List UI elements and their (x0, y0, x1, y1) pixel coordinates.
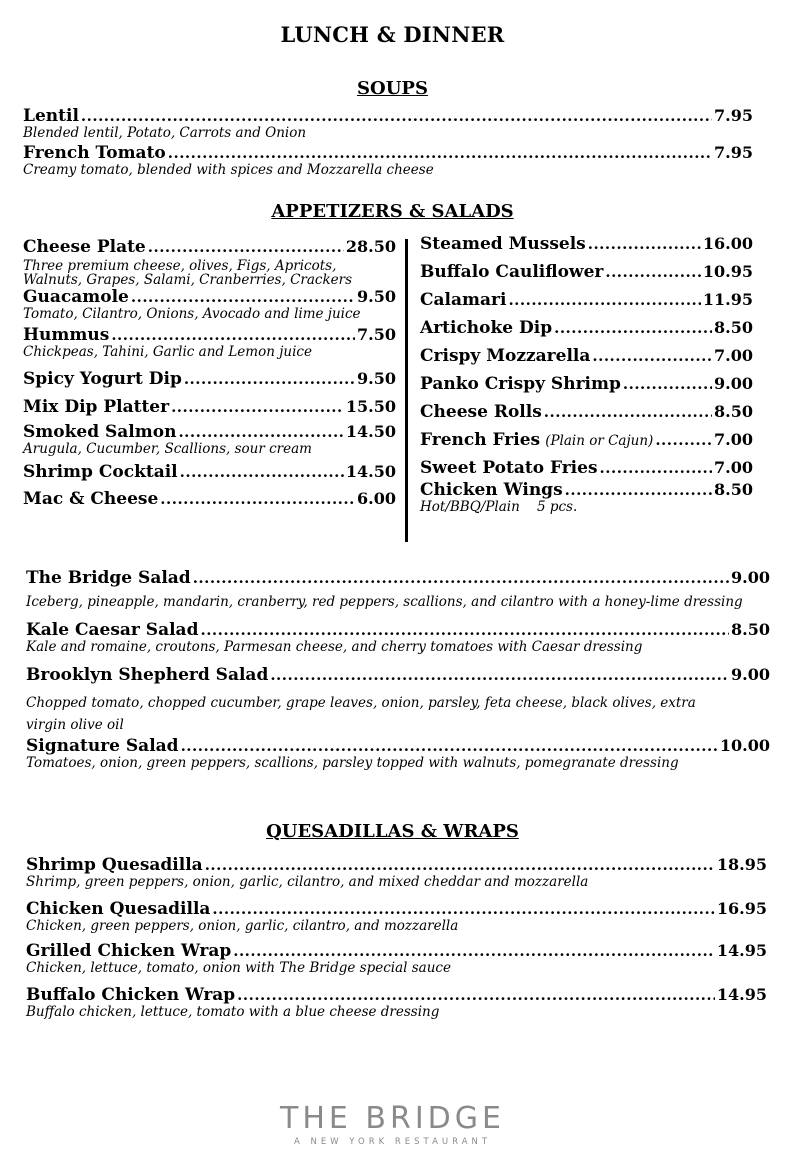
leader-dots (111, 326, 355, 344)
item-description: Creamy tomato, blended with spices and Mozzarella cheese (23, 162, 434, 178)
menu-item (23, 237, 396, 287)
leader-dots (605, 263, 701, 281)
item-description: Hot/BBQ/Plain 5 pcs. (420, 499, 578, 515)
item-name: Hummus (23, 325, 110, 345)
menu-item (23, 462, 396, 482)
leader-dots (655, 431, 712, 449)
item-price: 28.50 (345, 237, 396, 256)
item-price: 7.00 (714, 458, 753, 477)
item-description: Blended lentil, Potato, Carrots and Onion (23, 125, 307, 141)
leader-dots (193, 569, 729, 587)
leader-dots (588, 235, 701, 253)
quesadillas-list (26, 855, 767, 1020)
section-title-quesadillas: QUESADILLAS & WRAPS (266, 821, 519, 842)
leader-dots (237, 986, 715, 1004)
menu-item (23, 397, 396, 417)
item-price: 14.95 (716, 941, 767, 960)
item-name: Lentil (23, 106, 79, 126)
logo-wordmark: THE BRIDGE (280, 1101, 505, 1136)
item-name: Artichoke Dip (420, 318, 553, 338)
item-price: 8.50 (714, 318, 753, 337)
leader-dots (131, 288, 355, 306)
item-price: 7.00 (714, 346, 753, 365)
item-name: Sweet Potato Fries (420, 458, 598, 478)
item-price: 8.50 (714, 480, 753, 499)
item-price: 15.50 (345, 397, 396, 416)
item-price: 7.00 (714, 430, 753, 449)
item-price: 14.50 (345, 422, 396, 441)
leader-dots (180, 463, 344, 481)
menu-item (26, 985, 767, 1020)
item-name: Kale Caesar Salad (26, 620, 199, 640)
leader-dots (544, 403, 712, 421)
menu-item (420, 234, 753, 254)
menu-item (26, 620, 770, 655)
leader-dots (270, 666, 729, 684)
item-price: 7.95 (714, 106, 753, 125)
item-description: Chicken, lettuce, tomato, onion with The Bridge special sauce (26, 960, 451, 976)
item-description: Buffalo chicken, lettuce, tomato with a blue cheese dressing (26, 1004, 440, 1020)
item-price: 9.50 (357, 287, 396, 306)
menu-item (420, 480, 753, 515)
leader-dots (200, 621, 729, 639)
menu-item (420, 262, 753, 282)
appetizers-left-column (23, 237, 396, 509)
leader-dots (168, 144, 712, 162)
menu-item (420, 290, 753, 310)
leader-dots (508, 291, 700, 309)
soups-list (23, 106, 753, 178)
item-price: 16.95 (716, 899, 767, 918)
menu-item (23, 106, 753, 141)
item-name: Crispy Mozzarella (420, 346, 591, 366)
leader-dots (554, 319, 712, 337)
menu-item (23, 422, 396, 457)
page-title: LUNCH & DINNER (280, 22, 505, 47)
leader-dots (623, 375, 712, 393)
leader-dots (181, 737, 718, 755)
menu-item (420, 374, 753, 394)
item-name: The Bridge Salad (26, 568, 191, 588)
item-description: Shrimp, green peppers, onion, garlic, cilantro, and mixed cheddar and mozzarella (26, 874, 589, 890)
item-name: Buffalo Chicken Wrap (26, 985, 236, 1005)
item-name: French Tomato (23, 143, 166, 163)
item-price: 9.00 (714, 374, 753, 393)
menu-item (420, 402, 753, 422)
item-description: Chopped tomato, chopped cucumber, grape leaves, onion, parsley, feta cheese, black olives, extra virgin olive oil (26, 695, 696, 733)
item-note: (Plain or Cajun) (545, 433, 654, 449)
leader-dots (233, 942, 715, 960)
item-name: Grilled Chicken Wrap (26, 941, 232, 961)
restaurant-logo (0, 1103, 785, 1147)
item-description: Tomatoes, onion, green peppers, scallions, parsley topped with walnuts, pomegranate dressing (26, 755, 679, 771)
item-name: Chicken Quesadilla (26, 899, 211, 919)
item-name: Mac & Cheese (23, 489, 159, 509)
item-name: Steamed Mussels (420, 234, 586, 254)
item-price: 9.00 (731, 568, 770, 587)
item-name: Buffalo Cauliflower (420, 262, 604, 282)
item-name: Guacamole (23, 287, 129, 307)
item-price: 7.50 (357, 325, 396, 344)
menu-item (23, 369, 396, 389)
item-name: Signature Salad (26, 736, 179, 756)
menu-item (420, 346, 753, 366)
leader-dots (178, 423, 343, 441)
menu-item (23, 287, 396, 322)
item-name: Cheese Rolls (420, 402, 542, 422)
leader-dots (184, 370, 355, 388)
item-description: Arugula, Cucumber, Scallions, sour cream (23, 441, 312, 457)
leader-dots (565, 481, 712, 499)
menu-item (23, 489, 396, 509)
menu-item (26, 568, 770, 610)
item-price: 14.50 (345, 462, 396, 481)
menu-item (23, 325, 396, 360)
column-divider (405, 239, 408, 542)
item-price: 9.50 (357, 369, 396, 388)
item-price: 8.50 (731, 620, 770, 639)
salads-list (26, 568, 770, 771)
menu-item (420, 318, 753, 338)
item-name: Shrimp Cocktail (23, 462, 178, 482)
appetizers-right-column (420, 234, 753, 515)
logo-tagline: A NEW YORK RESTAURANT (293, 1137, 492, 1147)
section-title-soups: SOUPS (357, 78, 428, 99)
item-name: Cheese Plate (23, 237, 146, 257)
item-description: Iceberg, pineapple, mandarin, cranberry, red peppers, scallions, and cilantro with a honey-lime dressing (26, 594, 743, 610)
menu-item (26, 736, 770, 771)
item-name: French Fries (420, 430, 541, 450)
leader-dots (600, 459, 713, 477)
leader-dots (81, 107, 712, 125)
leader-dots (212, 900, 714, 918)
section-title-appetizers: APPETIZERS & SALADS (271, 201, 514, 222)
item-description: Chicken, green peppers, onion, garlic, cilantro, and mozzarella (26, 918, 459, 934)
menu-item (26, 665, 770, 736)
item-name: Calamari (420, 290, 507, 310)
item-name: Shrimp Quesadilla (26, 855, 203, 875)
item-description: Chickpeas, Tahini, Garlic and Lemon juice (23, 344, 312, 360)
item-price: 16.00 (702, 234, 753, 253)
item-name: Smoked Salmon (23, 422, 177, 442)
leader-dots (171, 398, 344, 416)
item-price: 8.50 (714, 402, 753, 421)
item-description: Three premium cheese, olives, Figs, Apricots, Walnuts, Grapes, Salami, Cranberries, Crackers (23, 258, 353, 288)
leader-dots (205, 856, 715, 874)
item-name: Brooklyn Shepherd Salad (26, 665, 269, 685)
item-description: Kale and romaine, croutons, Parmesan cheese, and cherry tomatoes with Caesar dressing (26, 639, 643, 655)
item-price: 6.00 (357, 489, 396, 508)
item-price: 10.00 (719, 736, 770, 755)
menu-item (26, 941, 767, 976)
item-price: 7.95 (714, 143, 753, 162)
item-price: 9.00 (731, 665, 770, 684)
menu-item (420, 430, 753, 450)
item-price: 10.95 (702, 262, 753, 281)
item-name: Spicy Yogurt Dip (23, 369, 182, 389)
menu-item (23, 143, 753, 178)
item-price: 18.95 (716, 855, 767, 874)
item-name: Chicken Wings (420, 480, 563, 500)
item-description: Tomato, Cilantro, Onions, Avocado and lime juice (23, 306, 361, 322)
menu-item (26, 899, 767, 934)
item-name: Panko Crispy Shrimp (420, 374, 621, 394)
leader-dots (148, 238, 344, 256)
leader-dots (592, 347, 712, 365)
menu-item (420, 458, 753, 478)
item-name: Mix Dip Platter (23, 397, 170, 417)
menu-item (26, 855, 767, 890)
leader-dots (160, 490, 355, 508)
item-price: 11.95 (702, 290, 753, 309)
item-price: 14.95 (716, 985, 767, 1004)
